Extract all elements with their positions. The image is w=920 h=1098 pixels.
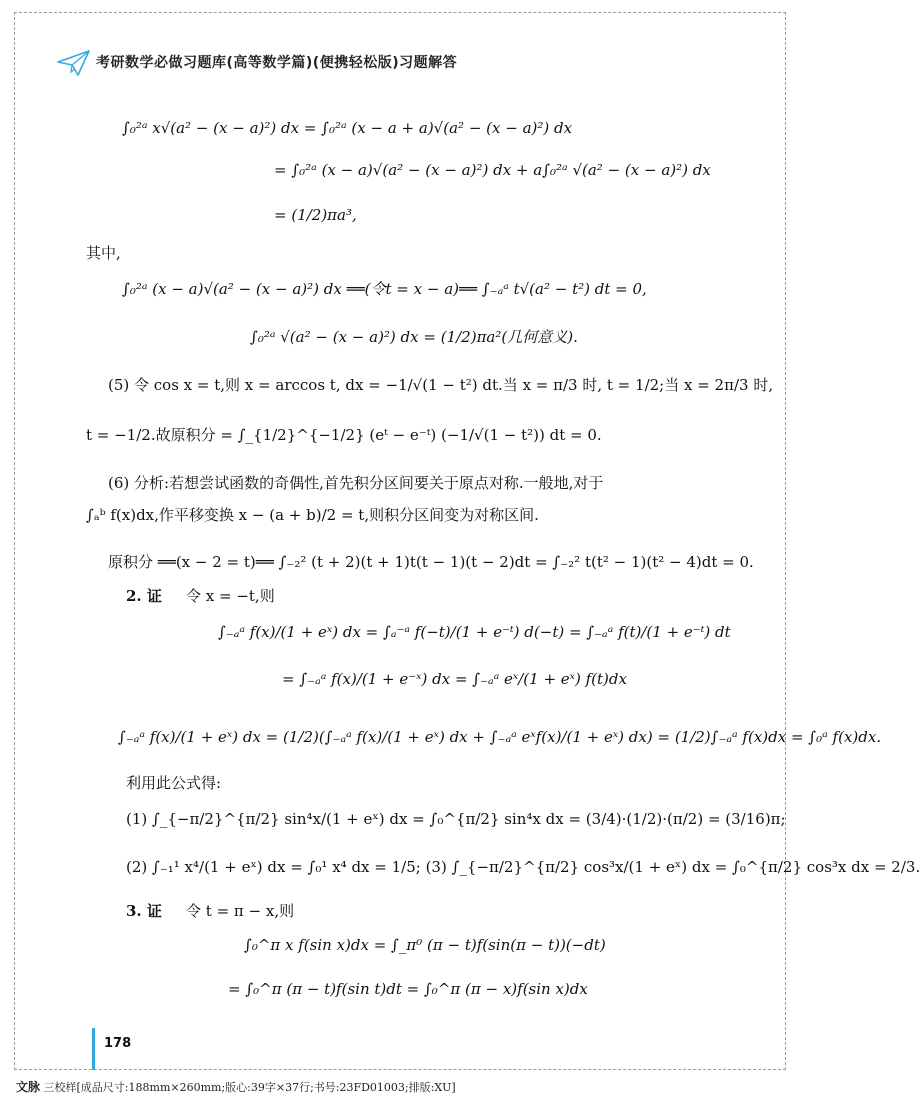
- text-line: (2) ∫₋₁¹ x⁴/(1 + eˣ) dx = ∫₀¹ x⁴ dx = 1/5; (3) ∫_{−π/2}^{π/2} cos³x/(1 + eˣ) dx = ∫₀^{π/2} cos³x dx = 2/3.: [126, 858, 920, 876]
- equation-line: ∫₀²ᵃ (x − a)√(a² − (x − a)²) dx ══(令t = x − a)══ ∫₋ₐᵃ t√(a² − t²) dt = 0,: [122, 280, 647, 298]
- text-line: 利用此公式得:: [126, 774, 222, 792]
- equation-line: = ∫₋ₐᵃ f(x)/(1 + e⁻ˣ) dx = ∫₋ₐᵃ eˣ/(1 + eˣ) f(t)dx: [282, 670, 627, 688]
- equation-line: = ∫₀^π (π − t)f(sin t)dt = ∫₀^π (π − x)f(sin x)dx: [228, 980, 588, 998]
- text-line: (6) 分析:若想尝试函数的奇偶性,首先积分区间要关于原点对称.一般地,对于: [108, 474, 604, 492]
- text-line: 令 t = π − x,则: [186, 902, 295, 920]
- footer-info: 三校样[成品尺寸:188mm×260mm;版心:39字×37行;书号:23FD01003;排版:XU]: [43, 1081, 456, 1094]
- text-line: (5) 令 cos x = t,则 x = arccos t, dx = −1/√(1 − t²) dt.当 x = π/3 时, t = 1/2;当 x = 2π/3 时,: [108, 376, 774, 394]
- text-line: ∫ₐᵇ f(x)dx,作平移变换 x − (a + b)/2 = t,则积分区间变为对称区间.: [86, 506, 539, 524]
- equation-line: = ∫₀²ᵃ (x − a)√(a² − (x − a)²) dx + a∫₀²ᵃ √(a² − (x − a)²) dx: [274, 161, 711, 179]
- page-number-rule: [92, 1028, 95, 1070]
- running-header: [56, 48, 756, 78]
- equation-line: ∫₋ₐᵃ f(x)/(1 + eˣ) dx = (1/2)(∫₋ₐᵃ f(x)/(1 + eˣ) dx + ∫₋ₐᵃ eˣf(x)/(1 + eˣ) dx) = (1/2)∫₋ₐᵃ f(x)dx = ∫₀ᵃ f(x)dx.: [118, 728, 882, 746]
- equation-line: ∫₀²ᵃ x√(a² − (x − a)²) dx = ∫₀²ᵃ (x − a + a)√(a² − (x − a)²) dx: [122, 119, 573, 137]
- print-footer: [16, 1078, 456, 1095]
- text-line: 原积分 ══(x − 2 = t)══ ∫₋₂² (t + 2)(t + 1)t(t − 1)(t − 2)dt = ∫₋₂² t(t² − 1)(t² − 4)dt = 0.: [108, 553, 754, 571]
- proof-label: 2. 证: [126, 587, 162, 605]
- text-line: (1) ∫_{−π/2}^{π/2} sin⁴x/(1 + eˣ) dx = ∫₀^{π/2} sin⁴x dx = (3/4)·(1/2)·(π/2) = (3/16)π;: [126, 810, 786, 828]
- proof-label: 3. 证: [126, 902, 162, 920]
- equation-line: ∫₀^π x f(sin x)dx = ∫_π⁰ (π − t)f(sin(π − t))(−dt): [244, 936, 606, 954]
- equation-line: ∫₋ₐᵃ f(x)/(1 + eˣ) dx = ∫ₐ⁻ᵃ f(−t)/(1 + e⁻ᵗ) d(−t) = ∫₋ₐᵃ f(t)/(1 + e⁻ᵗ) dt: [218, 623, 731, 641]
- text-line: t = −1/2.故原积分 = ∫_{1/2}^{−1/2} (eᵗ − e⁻ᵗ) (−1/√(1 − t²)) dt = 0.: [86, 426, 602, 444]
- text-line: 其中,: [86, 244, 121, 262]
- equation-line: ∫₀²ᵃ √(a² − (x − a)²) dx = (1/2)πa²(几何意义).: [250, 328, 578, 346]
- text-line: 令 x = −t,则: [186, 587, 275, 605]
- page-number: 178: [104, 1036, 132, 1051]
- header-title: 考研数学必做习题库(高等数学篇)(便携轻松版)习题解答: [96, 55, 458, 71]
- paper-plane-icon: [56, 48, 92, 78]
- footer-brand: 文脉: [16, 1080, 41, 1094]
- equation-line: = (1/2)πa³,: [274, 206, 357, 224]
